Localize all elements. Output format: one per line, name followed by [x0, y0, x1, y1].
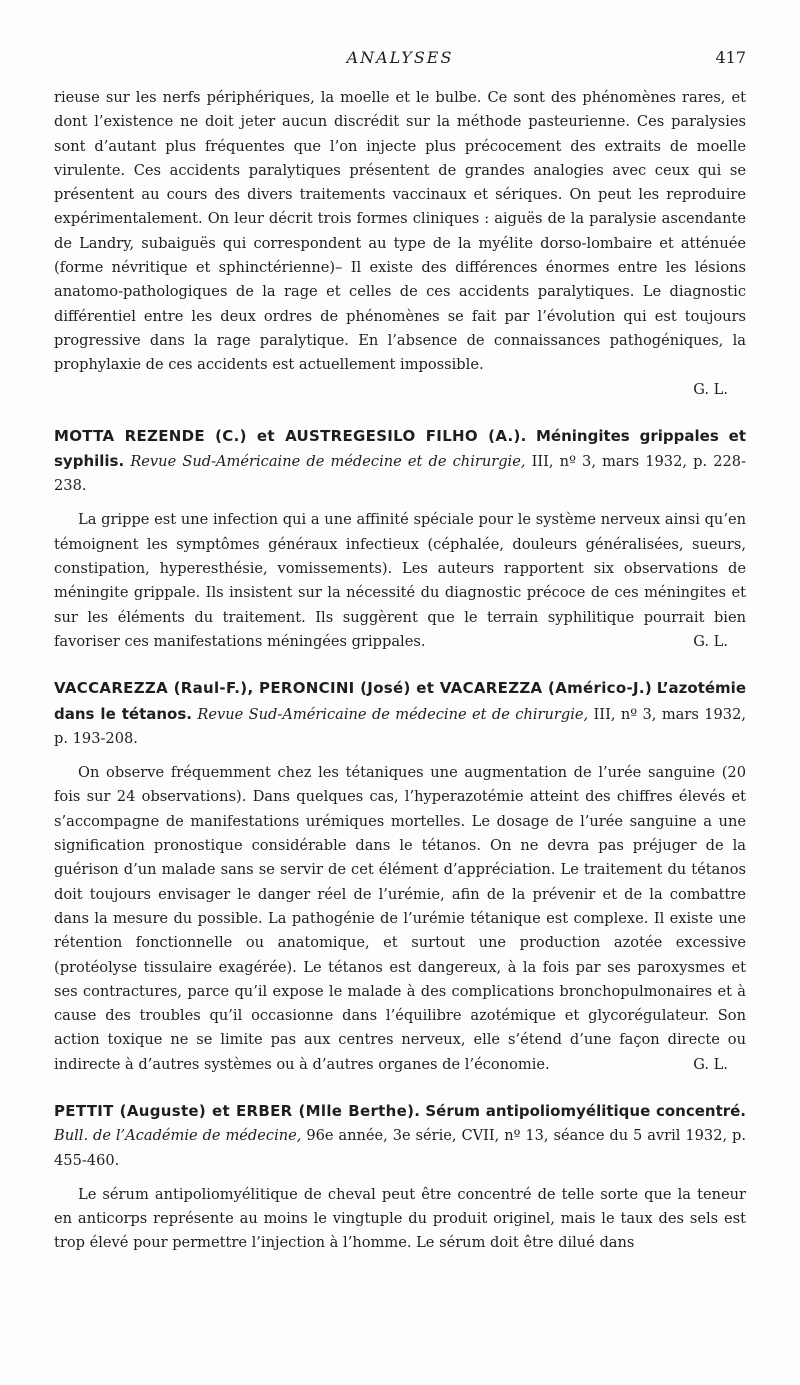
entry-text-body: Le sérum antipoliomyélitique de cheval peut être concentré de telle sorte que la teneur en anticorps représente au moins le vingtuple du produit originel, mais le taux des sels est trop élevé pour permettre l’injection à l’homme. Le sérum doit être dilué dans — [54, 1185, 746, 1252]
entry-reference: 96e année, 3e série, CVII, nº 13, séance du 5 avril 1932, p. 455-460. — [54, 1127, 746, 1169]
signature: G. L. — [693, 380, 728, 398]
continuation-block — [54, 86, 746, 402]
entry-title: Méningites grippales et syphilis. — [54, 426, 747, 470]
signature: G. L. — [693, 632, 728, 650]
entry-text-body: On observe fréquemment chez les tétaniques une augmentation de l’urée sanguine (20 fois sur 24 observations). Dans quelques cas, l’hyperazotémie atteint des chiffres élevés et s’accompagne de manifestations urémiques mortelles. Le dosage de l’urée sanguine a une signification pronostique considérable dans le tétanos. On ne devra pas préjuger de la guérison d’un malade sans se servir de cet élément d’appréciation. Le traitement du tétanos doit toujours envisager le danger réel de l’urémie, afin de la prévenir et de la combattre dans la mesure du possible. La pathogénie de l’urémie tétanique est complexe. Il existe une rétention fonctionnelle ou anatomique, et surtout une production azotée excessive (protéolyse tissulaire exagérée). Le tétanos est dangereux, à la fois par ses paroxysmes et ses contractures, parce qu’il expose le malade à des complications bronchopulmonaires et à cause des troubles qu’il occasionne dans l’équilibre azotémique et glycorégulateur. Son action toxique ne se limite pas aux centres nerveux, elle s’étend d’une façon directe ou indirecte à d’autres systèmes ou à d’autres organes de l’économie. — [54, 764, 746, 1073]
abstract-entry — [54, 676, 746, 1077]
entry-citation — [54, 424, 746, 499]
entry-authors: MOTTA REZENDE (C.) et AUSTREGESILO FILHO (A.). — [54, 426, 527, 445]
entry-citation — [54, 676, 746, 751]
entry-text-body: La grippe est une infection qui a une affinité spéciale pour le système nerveux ainsi qu’en témoignent les symptômes généraux infectieux (céphalée, douleurs généralisées, sueurs, constipation, hyperesthésie, vomissements). Les auteurs rapportent six observations de méningite grippale. Ils insistent sur la nécessité du diagnostic précoce de ces méningites et sur les éléments du traitement. Ils suggèrent que le terrain syphilitique pourrait bien favoriser ces manifestations méningées grippales. — [54, 511, 746, 650]
entry-text — [54, 761, 746, 1077]
entry-journal: Bull. de l’Académie de médecine, — [54, 1127, 302, 1145]
signature: G. L. — [693, 1055, 728, 1073]
entry-text — [54, 508, 746, 654]
entry-journal: Revue Sud-Américaine de médecine et de chirurgie, — [130, 452, 526, 470]
running-title: ANALYSES — [346, 48, 454, 67]
running-head — [54, 48, 746, 74]
continuation-text: rieuse sur les nerfs périphériques, la moelle et le bulbe. Ce sont des phénomènes rares, et dont l’existence ne doit jeter aucun discrédit sur la méthode pasteurienne. Ces paralysies sont d’autant plus fréquentes que l’on injecte plus précocement des extraits de moelle virulente. Ces accidents paralytiques présentent de grandes analogies avec ceux qui se présentent au cours des divers traitements vaccinaux et sériques. On peut les reproduire expérimentalement. On leur décrit trois formes cliniques : aiguës de la paralysie ascendante de Landry, subaiguës qui correspondent au type de la myélite dorso-lombaire et atténuée (forme névritique et sphinctérienne)– Il existe des différences énormes entre les lésions anatomo-pathologiques de la rage et celles de ces accidents paralytiques. Le diagnostic différentiel entre les deux ordres de phénomènes se fait par l’évolution qui est toujours progressive dans la rage paralytique. En l’absence de connaissances pathogéniques, la prophylaxie de ces accidents est actuellement impossible. — [54, 89, 746, 374]
entry-journal: Revue Sud-Américaine de médecine et de chirurgie, — [197, 705, 589, 723]
entry-citation — [54, 1099, 746, 1173]
abstract-entry — [54, 424, 746, 655]
abstract-entry — [54, 1099, 746, 1256]
entry-reference: III, nº 3, mars 1932, p. 193-208. — [54, 705, 746, 747]
page-number: 417 — [715, 48, 746, 67]
entry-title: Sérum antipoliomyélitique concentré. — [425, 1101, 747, 1120]
entry-reference: III, nº 3, mars 1932, p. 228-238. — [54, 452, 747, 495]
entry-authors: VACCAREZZA (Raul-F.), PERONCINI (José) et VACAREZZA (Américo-J.) — [54, 679, 653, 698]
entry-authors: PETTIT (Auguste) et ERBER (Mlle Berthe). — [54, 1101, 421, 1120]
entry-title: L’azotémie dans le tétanos. — [54, 679, 746, 723]
entry-text — [54, 1183, 746, 1256]
